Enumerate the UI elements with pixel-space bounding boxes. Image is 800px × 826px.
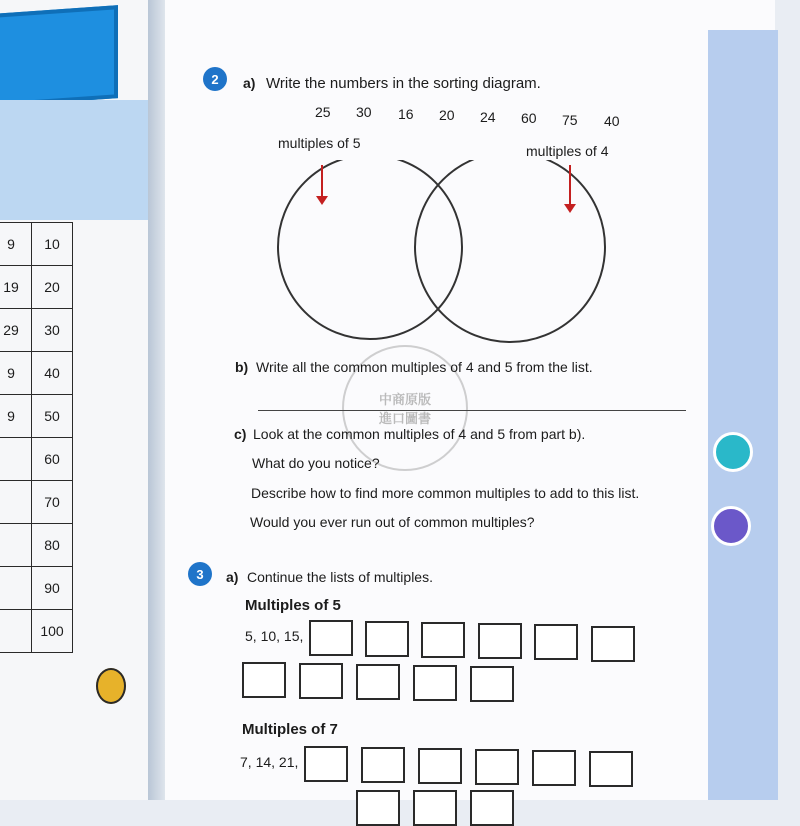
q2c-line-3: Describe how to find more common multiples to add to this list. [251, 485, 640, 501]
q3a-text: Continue the lists of multiples. [247, 569, 433, 585]
left-page-stripe [0, 100, 150, 220]
answer-box-5-3[interactable] [421, 622, 465, 658]
watermark-text: 中商原版 進口圖書 [378, 392, 431, 426]
hundred-square-row [0, 223, 73, 266]
answer-box-7-5[interactable] [532, 750, 576, 786]
hundred-square-cell: 19 [0, 266, 32, 309]
hundred-square-cell: 10 [32, 223, 73, 266]
answer-box-7-8[interactable] [413, 790, 457, 826]
venn-diagram[interactable] [270, 160, 620, 350]
number-25: 25 [315, 104, 331, 120]
venn-label-multiples-of-5: multiples of 5 [278, 135, 361, 151]
answer-box-5-7[interactable] [242, 662, 286, 698]
hundred-square-cell [0, 438, 32, 481]
answer-box-5-1[interactable] [309, 620, 353, 656]
number-24: 24 [480, 109, 496, 125]
number-75: 75 [562, 112, 578, 128]
hundred-square-cell: 90 [32, 567, 73, 610]
hundred-square-cell [0, 610, 32, 653]
multiples-of-5-start: 5, 10, 15, [245, 628, 304, 644]
hundred-square-cell: 40 [32, 352, 73, 395]
answer-box-5-4[interactable] [478, 623, 522, 659]
hundred-square-cell: 9 [0, 223, 32, 266]
answer-line[interactable] [258, 410, 686, 411]
hundred-square-row [0, 524, 73, 567]
hundred-square-cell [0, 567, 32, 610]
multiples-of-7-heading: Multiples of 7 [242, 721, 338, 738]
hundred-square-cell: 29 [0, 309, 32, 352]
answer-box-5-2[interactable] [365, 621, 409, 657]
answer-box-7-9[interactable] [470, 790, 514, 826]
hundred-square-row [0, 610, 73, 653]
hundred-square-cell: 50 [32, 395, 73, 438]
hundred-square-fragment [0, 222, 73, 653]
multiples-of-7-start: 7, 14, 21, [240, 754, 299, 770]
number-16: 16 [398, 106, 414, 122]
number-40: 40 [604, 113, 620, 129]
hundred-square-cell [0, 481, 32, 524]
answer-box-7-7[interactable] [356, 790, 400, 826]
q2c-label: c) [234, 426, 247, 442]
answer-box-5-5[interactable] [534, 624, 578, 660]
arrow-right-icon [564, 165, 576, 213]
hundred-square-cell [0, 524, 32, 567]
answer-box-7-1[interactable] [304, 746, 348, 782]
hundred-square-row [0, 567, 73, 610]
hundred-square-row [0, 481, 73, 524]
hundred-square-row [0, 309, 73, 352]
discuss-speech-bubble-icon [713, 432, 753, 472]
hundred-square-row [0, 352, 73, 395]
answer-box-7-4[interactable] [475, 749, 519, 785]
hundred-square-cell: 20 [32, 266, 73, 309]
hundred-square-cell: 100 [32, 610, 73, 653]
hundred-square-cell: 9 [0, 352, 32, 395]
q2a-text: Write the numbers in the sorting diagram. [266, 75, 541, 92]
answer-box-5-8[interactable] [299, 663, 343, 699]
hundred-square-cell: 60 [32, 438, 73, 481]
venn-label-multiples-of-4: multiples of 4 [526, 143, 609, 159]
question-number-2: 2 [203, 67, 227, 91]
q3a-label: a) [226, 569, 239, 585]
q2c-line-1: Look at the common multiples of 4 and 5 from part b). [253, 426, 586, 442]
answer-box-7-2[interactable] [361, 747, 405, 783]
q2a-label: a) [243, 75, 256, 91]
answer-box-5-11[interactable] [470, 666, 514, 702]
answer-box-5-9[interactable] [356, 664, 400, 700]
left-page [0, 0, 150, 800]
hundred-square-row [0, 266, 73, 309]
left-page-banner [0, 5, 118, 108]
think-bubble-icon [711, 506, 751, 546]
hundred-square-row [0, 395, 73, 438]
multiples-of-5-heading: Multiples of 5 [245, 597, 341, 614]
answer-box-5-6[interactable] [591, 626, 635, 662]
answer-box-7-6[interactable] [589, 751, 633, 787]
venn-circle-multiples-of-5[interactable] [278, 160, 462, 339]
hundred-square-row [0, 438, 73, 481]
q2c-line-4: Would you ever run out of common multiples? [250, 514, 535, 530]
q2c-line-2: What do you notice? [252, 455, 380, 471]
venn-circle-multiples-of-4[interactable] [415, 160, 605, 342]
q2b-label: b) [235, 359, 249, 375]
number-20: 20 [439, 107, 455, 123]
hundred-square-cell: 30 [32, 309, 73, 352]
hundred-square-cell: 80 [32, 524, 73, 567]
q2b-text: Write all the common multiples of 4 and 5 from the list. [256, 359, 593, 375]
right-page-band [708, 30, 778, 800]
answer-box-5-10[interactable] [413, 665, 457, 701]
pencil-icon [96, 668, 126, 704]
answer-box-7-3[interactable] [418, 748, 462, 784]
hundred-square-cell: 70 [32, 481, 73, 524]
hundred-square-cell: 9 [0, 395, 32, 438]
question-number-3: 3 [188, 562, 212, 586]
number-60: 60 [521, 110, 537, 126]
number-30: 30 [356, 104, 372, 120]
